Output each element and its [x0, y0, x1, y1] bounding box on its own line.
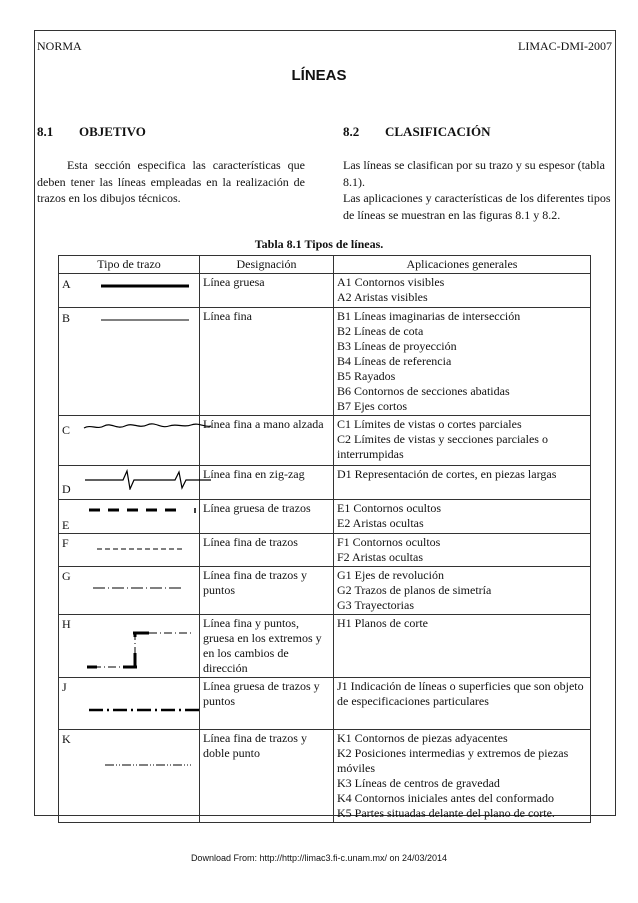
line-type-letter: J	[62, 680, 67, 694]
applications-cell	[334, 308, 591, 416]
table-row	[59, 274, 591, 308]
applications-cell	[334, 730, 591, 823]
application-item: B1 Líneas imaginarias de intersección	[337, 309, 521, 323]
application-item: B3 Líneas de proyección	[337, 339, 457, 353]
application-item: E2 Aristas ocultas	[337, 516, 424, 530]
application-item: B4 Líneas de referencia	[337, 354, 452, 368]
line-sample-cell	[59, 274, 200, 308]
application-item: B6 Contornos de secciones abatidas	[337, 384, 510, 398]
line-type-letter: H	[62, 617, 71, 631]
line-types-table	[58, 255, 591, 823]
table-row	[59, 466, 591, 500]
download-footer: Download From: http://http://limac3.fi-c.unam.mx/ on 24/03/2014	[190, 853, 448, 863]
designation-cell: Línea fina y puntos, gruesa en los extremos y en los cambios de dirección	[200, 615, 334, 678]
application-item: G1 Ejes de revolución	[337, 568, 444, 582]
line-type-letter: B	[62, 311, 71, 325]
designation-cell: Línea fina de trazos	[200, 534, 334, 567]
line-sample-cell	[59, 534, 200, 567]
line-type-letter: K	[62, 732, 71, 746]
designation-cell: Línea fina de trazos y doble punto	[200, 730, 334, 823]
table-row	[59, 615, 591, 678]
table-row	[59, 500, 591, 534]
line-type-letter: C	[62, 423, 71, 437]
line-type-letter: D	[62, 482, 71, 496]
thin-dashed-line-sample	[79, 542, 215, 557]
header-tipo: Tipo de trazo	[59, 256, 200, 274]
section-objetivo-heading	[37, 124, 146, 140]
application-item: K1 Contornos de piezas adyacentes	[337, 731, 508, 745]
line-type-letter: F	[62, 536, 69, 550]
designation-cell: Línea gruesa	[200, 274, 334, 308]
line-sample-cell	[59, 466, 200, 500]
table-caption: Tabla 8.1 Tipos de líneas.	[254, 237, 384, 251]
applications-cell	[334, 466, 591, 500]
application-item: F1 Contornos ocultos	[337, 535, 441, 549]
table-row	[59, 534, 591, 567]
line-sample-cell	[59, 500, 200, 534]
designation-cell: Línea fina a mano alzada	[200, 416, 334, 466]
thick-continuous-line-sample	[79, 280, 215, 295]
application-item: A1 Contornos visibles	[337, 275, 445, 289]
application-item: G3 Trayectorias	[337, 598, 414, 612]
freehand-line-sample	[79, 420, 215, 438]
table-row	[59, 678, 591, 730]
line-sample-cell	[59, 416, 200, 466]
designation-cell: Línea fina de trazos y puntos	[200, 567, 334, 615]
application-item: A2 Aristas visibles	[337, 290, 428, 304]
application-item: B2 Líneas de cota	[337, 324, 424, 338]
applications-cell	[334, 615, 591, 678]
line-sample-cell	[59, 308, 200, 416]
table-row	[59, 730, 591, 823]
section-title: CLASIFICACIÓN	[385, 124, 491, 139]
applications-cell	[334, 567, 591, 615]
header-designacion: Designación	[200, 256, 334, 274]
application-item: B5 Rayados	[337, 369, 396, 383]
line-sample-cell	[59, 567, 200, 615]
page-title: LÍNEAS	[291, 67, 347, 84]
line-sample-cell	[59, 730, 200, 823]
zigzag-line-sample	[79, 468, 215, 494]
table-row	[59, 567, 591, 615]
applications-cell	[334, 678, 591, 730]
application-item: E1 Contornos ocultos	[337, 501, 441, 515]
application-item: B7 Ejes cortos	[337, 399, 407, 413]
line-sample-cell	[59, 678, 200, 730]
clasificacion-line-2: Las aplicaciones y características de los diferentes tipos de líneas se muestran en las figuras 8.1 y 8.2.	[343, 191, 611, 222]
designation-cell: Línea fina en zig-zag	[200, 466, 334, 500]
header-norma: NORMA	[37, 39, 82, 53]
table-row	[59, 308, 591, 416]
applications-cell	[334, 274, 591, 308]
application-item: J1 Indicación de líneas o superficies que son objeto de especificaciones particulares	[337, 679, 584, 708]
thin-dash-double-dot-line-sample	[79, 758, 215, 773]
clasificacion-paragraph	[343, 157, 618, 223]
cutting-plane-line-sample	[79, 629, 215, 677]
objetivo-paragraph: Esta sección especifica las características que deben tener las líneas empleadas en la realización de trazos en los dibujos técnicos.	[37, 158, 305, 205]
application-item: K2 Posiciones intermedias y extremos de piezas móviles	[337, 746, 569, 775]
thin-continuous-line-sample	[79, 314, 215, 329]
application-item: C2 Límites de vistas y secciones parciales o interrumpidas	[337, 432, 548, 461]
application-item: H1 Planos de corte	[337, 616, 428, 630]
section-title: OBJETIVO	[79, 124, 146, 139]
designation-cell: Línea gruesa de trazos y puntos	[200, 678, 334, 730]
applications-cell	[334, 416, 591, 466]
thick-dashed-line-sample	[79, 504, 215, 520]
line-sample-cell	[59, 615, 200, 678]
designation-cell: Línea gruesa de trazos	[200, 500, 334, 534]
application-item: C1 Límites de vistas o cortes parciales	[337, 417, 522, 431]
thin-dash-dot-line-sample	[79, 581, 215, 596]
section-clasificacion-heading	[343, 124, 490, 140]
section-number: 8.2	[343, 124, 360, 139]
application-item: F2 Aristas ocultas	[337, 550, 423, 564]
header-aplicaciones: Aplicaciones generales	[334, 256, 591, 274]
application-item: K3 Líneas de centros de gravedad	[337, 776, 500, 790]
application-item: D1 Representación de cortes, en piezas largas	[337, 467, 557, 481]
line-type-letter: E	[62, 518, 70, 532]
line-type-letter: G	[62, 569, 71, 583]
thick-dash-dot-line-sample	[79, 704, 215, 719]
application-item: K4 Contornos iniciales antes del conformado	[337, 791, 554, 805]
clasificacion-line-1: Las líneas se clasifican por su trazo y su espesor (tabla 8.1).	[343, 158, 605, 189]
designation-cell: Línea fina	[200, 308, 334, 416]
application-item: K5 Partes situadas delante del plano de corte.	[337, 806, 555, 820]
line-type-letter: A	[62, 277, 71, 291]
applications-cell	[334, 534, 591, 567]
section-number: 8.1	[37, 124, 54, 139]
applications-cell	[334, 500, 591, 534]
table-header-row	[59, 256, 591, 274]
header-code: LIMAC-DMI-2007	[518, 39, 612, 53]
table-row	[59, 416, 591, 466]
application-item: G2 Trazos de planos de simetría	[337, 583, 492, 597]
